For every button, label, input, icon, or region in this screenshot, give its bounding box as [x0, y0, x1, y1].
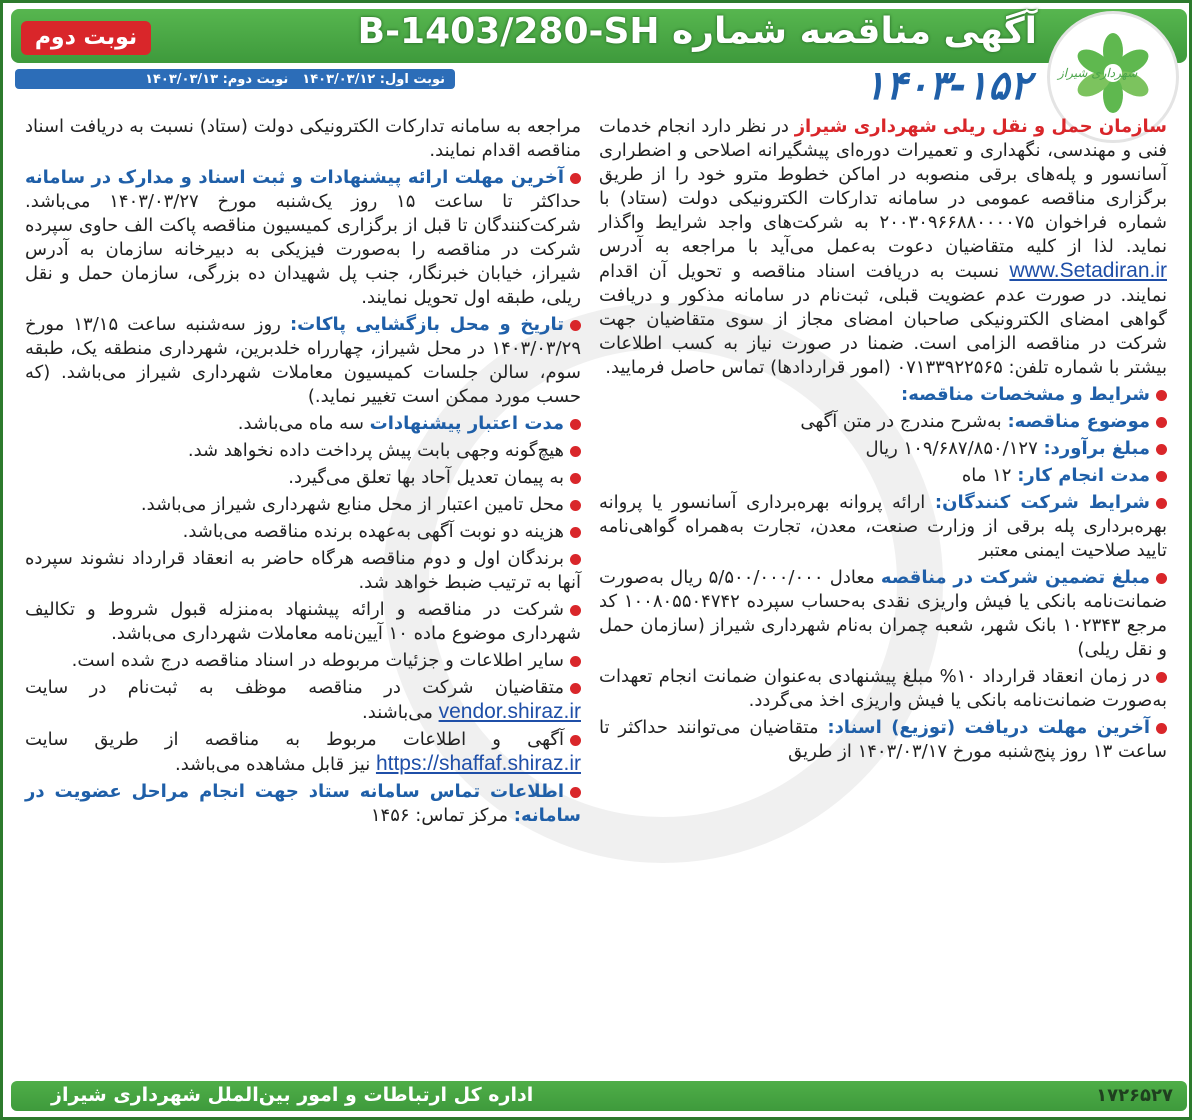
intro-paragraph [599, 115, 1167, 380]
subject-label: موضوع مناقصه: [1007, 411, 1150, 432]
bullet-icon [570, 419, 581, 430]
subject-row [599, 410, 1167, 434]
bullet-icon [570, 173, 581, 184]
tender-number: ۱۴۰۳-۱۵۲ [864, 63, 1031, 109]
bullet-icon [570, 735, 581, 746]
list-item [25, 547, 581, 595]
estimate-value: ۱۰۹/۶۸۷/۸۵۰/۱۲۷ ریال [865, 438, 1038, 459]
contact-label: اطلاعات تماس سامانه ستاد جهت انجام مراحل عضویت در سامانه: [25, 781, 581, 826]
list-item [25, 676, 581, 725]
footer-text: اداره کل ارتباطات و امور بین‌الملل شهرداری شیراز [51, 1084, 534, 1106]
conditions-heading [599, 383, 1167, 407]
list-item-text: نیز قابل مشاهده می‌باشد. [175, 754, 371, 775]
submission-value: حداکثر تا ساعت ۱۵ روز یک‌شنبه مورخ ۱۴۰۳/۰۳/۲۷ می‌باشد. شرکت‌کنندگان تا قبل از برگزاری کمیسیون مناقصه پاکت الف حاوی سپرده شرکت در مناقصه را به‌صورت فیزیکی به دبیرخانه سازمان به آدرس شیراز، خیابان خبرنگار، جنب پل شهیدان ده بزرگی، سازمان حمل و نقل ریلی، طبقه اول تحویل نمایند. [25, 191, 581, 308]
opening-row [25, 313, 581, 409]
duration-row [599, 464, 1167, 488]
list-item-text: متقاضیان شرکت در مناقصه موظف به ثبت‌نام در سایت [25, 677, 564, 698]
deadline-value: متقاضیان می‌توانند حداکثر تا ساعت ۱۳ روز پنج‌شنبه مورخ ۱۴۰۳/۰۳/۱۷ از طریق [599, 717, 1167, 762]
deadline-label: آخرین مهلت دریافت (توزیع) اسناد: [827, 717, 1150, 738]
list-item-text: شرکت در مناقصه و ارائه پیشنهاد به‌منزله قبول شروط و تکالیف شهرداری موضوع ماده ۱۰ آیین‌نامه معاملات شهرداری می‌باشد. [25, 599, 581, 644]
list-item [25, 520, 581, 544]
validity-row [25, 412, 581, 436]
bullet-icon [570, 554, 581, 565]
first-round-date: نوبت اول: ۱۴۰۳/۰۳/۱۲ [302, 71, 445, 87]
page-title: آگهی مناقصه شماره B-1403/280-SH [357, 11, 1037, 52]
vendor-link[interactable]: vendor.shiraz.ir [438, 700, 581, 723]
list-item-text: به پیمان تعدیل آحاد بها تعلق می‌گیرد. [288, 467, 564, 488]
bullet-icon [570, 527, 581, 538]
opening-value: روز سه‌شنبه ساعت ۱۳/۱۵ مورخ ۱۴۰۳/۰۳/۲۹ در محل شیراز، چهارراه خلدبرین، شهرداری منطقه یک، طبقه سوم، سالن جلسات کمیسیون معاملات شهرداری شیراز می‌باشد. (که حسب مورد ممکن است تغییر نماید.) [25, 314, 581, 407]
bullet-icon [1156, 672, 1167, 683]
list-item [25, 728, 581, 777]
list-item-text: آگهی و اطلاعات مربوط به مناقصه از طریق سایت [25, 729, 564, 750]
shaffaf-link[interactable]: https://shaffaf.shiraz.ir [375, 752, 581, 775]
second-round-badge: نوبت دوم [21, 21, 151, 55]
footer-code: ۱۷۲۶۵۲۷ [1096, 1085, 1173, 1106]
validity-label: مدت اعتبار پیشنهادات [369, 413, 564, 434]
guarantee-row [599, 566, 1167, 662]
list-item-text: سایر اطلاعات و جزئیات مربوطه در اسناد مناقصه درج شده است. [71, 650, 564, 671]
participants-label: شرایط شرکت کنندگان: [934, 492, 1150, 513]
left-column [25, 115, 581, 831]
list-item [25, 439, 581, 463]
list-item [25, 598, 581, 646]
bullet-icon [570, 605, 581, 616]
bullet-icon [1156, 723, 1167, 734]
organization-name: سازمان حمل و نقل ریلی شهرداری شیراز [794, 116, 1167, 137]
second-round-date: نوبت دوم: ۱۴۰۳/۰۳/۱۳ [145, 71, 289, 87]
bullet-icon [1156, 573, 1167, 584]
publish-dates-bar [15, 69, 455, 89]
bullet-icon [1156, 390, 1167, 401]
list-item-text: هیچ‌گونه وجهی بابت پیش پرداخت داده نخواهد شد. [187, 440, 564, 461]
setadiran-link[interactable]: www.Setadiran.ir [1009, 259, 1167, 282]
estimate-label: مبلغ برآورد: [1043, 438, 1150, 459]
intro-text: در نظر دارد انجام خدمات فنی و مهندسی، نگهداری و تعمیرات دوره‌ای پیشگیرانه اصلاحی و اضطراری آسانسور و پله‌های برقی منصوبه در اماکن خطوط مترو خود را از طریق برگزاری مناقصه عمومی در سامانه تدارکات الکترونیکی دولت (ستاد) با شماره فراخوان ۲۰۰۳۰۹۶۶۸۸۰۰۰۰۷۵ به شرکت‌های واجد شرایط واگذار نماید. لذا از کلیه متقاضیان دعوت به‌عمل می‌آید با مراجعه به آدرس [599, 116, 1167, 257]
contact-value: مرکز تماس: ۱۴۵۶ [370, 805, 509, 826]
footer-bar [11, 1081, 1187, 1111]
list-item [25, 493, 581, 517]
bullet-icon [1156, 417, 1167, 428]
list-item-text: محل تامین اعتبار از محل منابع شهرداری شیراز می‌باشد. [140, 494, 564, 515]
guarantee-value: معادل ۵/۵۰۰/۰۰۰/۰۰۰ ریال به‌صورت ضمانت‌نامه بانکی یا فیش واریزی نقدی به‌حساب سپرده ۱۰۰۸۰۵۵۰۴۷۴۲ کد مرجع ۱۰۲۳۴۳ بانک شهر، شعبه چمران به‌نام شهرداری شیراز (سازمان حمل و نقل ریلی) [599, 567, 1167, 660]
continue-paragraph: مراجعه به سامانه تدارکات الکترونیکی دولت (ستاد) نسبت به دریافت اسناد مناقصه اقدام نمایند. [25, 116, 581, 161]
duration-label: مدت انجام کار: [1017, 465, 1150, 486]
right-column [599, 115, 1167, 767]
bullet-icon [570, 500, 581, 511]
logo-caption: شهرداری شیراز [1058, 66, 1138, 80]
bullet-icon [1156, 471, 1167, 482]
header-bar [11, 9, 1187, 63]
deadline-row [599, 716, 1167, 764]
opening-label: تاریخ و محل بازگشایی پاکات: [289, 314, 564, 335]
conditions-heading-text: شرایط و مشخصات مناقصه: [901, 384, 1150, 405]
bullet-icon [570, 473, 581, 484]
participants-row [599, 491, 1167, 563]
list-item-text: برندگان اول و دوم مناقصه هرگاه حاضر به انعقاد قرارداد نشوند سپرده آنها به ترتیب ضبط خواهد شد. [25, 548, 581, 593]
duration-value: ۱۲ ماه [961, 465, 1012, 486]
intro-rest: نسبت به دریافت اسناد مناقصه و تحویل آن اقدام نمایند. در صورت عدم عضویت قبلی، ثبت‌نام در سامانه مذکور و دریافت گواهی امضای الکترونیکی صاحبان امضای مجاز از سوی متقاضیان جهت شرکت در مناقصه الزامی است. ضمنا در صورت نیاز به کسب اطلاعات بیشتر با شماره تلفن: ۰۷۱۳۳۹۲۲۵۶۵ (امور قراردادها) تماس حاصل فرمایید. [599, 261, 1167, 378]
bullet-icon [570, 683, 581, 694]
guarantee-label: مبلغ تضمین شرکت در مناقصه [880, 567, 1150, 588]
list-item [25, 649, 581, 673]
bullet-icon [1156, 498, 1167, 509]
list-item [25, 466, 581, 490]
performance-value: در زمان انعقاد قرارداد ۱۰% مبلغ پیشنهادی به‌عنوان ضمانت انجام تعهدات به‌صورت ضمانت‌نامه بانکی یا فیش واریزی اخذ می‌گردد. [599, 666, 1167, 711]
estimate-row [599, 437, 1167, 461]
list-item-text: می‌باشند. [362, 702, 433, 723]
bullet-icon [1156, 444, 1167, 455]
subject-value: به‌شرح مندرج در متن آگهی [800, 411, 1002, 432]
bullet-icon [570, 320, 581, 331]
contact-row [25, 780, 581, 828]
participants-value: ارائه پروانه بهره‌برداری آسانسور یا پروانه بهره‌برداری پله برقی از وزارت صنعت، معدن، تجارت به‌همراه گواهی‌نامه تایید صلاحیت ایمنی معتبر [599, 492, 1167, 561]
submission-label: آخرین مهلت ارائه پیشنهادات و ثبت اسناد و مدارک در سامانه [25, 167, 564, 188]
bullet-icon [570, 446, 581, 457]
bullet-icon [570, 787, 581, 798]
submission-row [25, 166, 581, 310]
performance-row [599, 665, 1167, 713]
list-item-text: هزینه دو نوبت آگهی به‌عهده برنده مناقصه می‌باشد. [182, 521, 564, 542]
validity-value: سه ماه می‌باشد. [237, 413, 364, 434]
bullet-icon [570, 656, 581, 667]
